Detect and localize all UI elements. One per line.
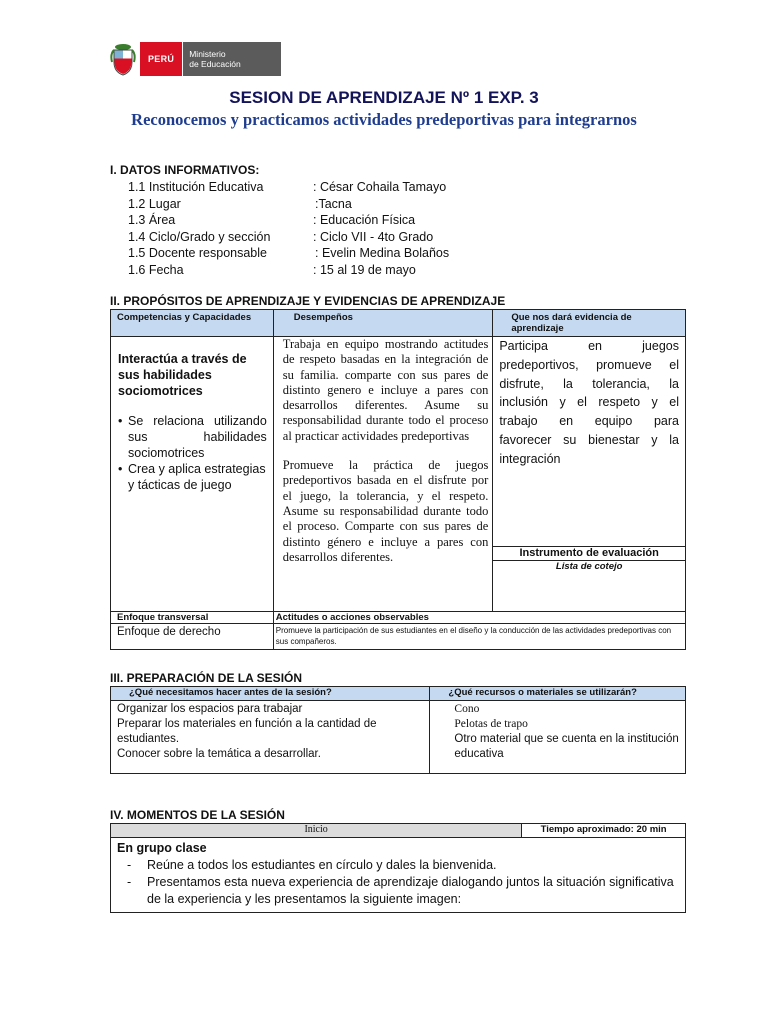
recurso-item: Otro material que se cuenta en la institución educativa [454,733,679,760]
col-header-antes: ¿Qué necesitamos hacer antes de la sesión? [111,687,430,701]
evidencia-cell: Participa en juegos predeportivos, promueve el disfrute, la tolerancia, la inclusión y el respeto y el trabajo en equipo para favorecer su bienestar y la integración [493,337,686,547]
moments-table [110,823,686,913]
tiempo-label: Tiempo aproximado: 20 min [522,824,686,838]
info-list [128,180,528,279]
section-2-heading: II. PROPÓSITOS DE APRENDIZAJE Y EVIDENCIAS DE APRENDIZAJE [110,294,506,308]
enfoque-value: Enfoque de derecho [111,624,274,650]
actitud-value: Promueve la participación de sus estudiantes en el diseño y la conducción de las actividades predeportivas con sus compañeros. [273,624,685,650]
actitudes-header: Actitudes o acciones observables [273,612,685,624]
col-header-evidencia: Que nos dará evidencia de aprendizaje [493,310,686,337]
inicio-content [111,838,686,913]
section-4-heading: IV. MOMENTOS DE LA SESIÓN [110,808,285,822]
antes-item: Conocer sobre la temática a desarrollar. [117,748,321,760]
country-badge: PERÚ [140,42,182,76]
inicio-header: Inicio [111,824,522,838]
inicio-item: - Reúne a todos los estudiantes en círculo y dales la bienvenida. [117,857,679,874]
desempenos-cell [273,337,493,612]
info-row: 1.3 Área : Educación Física [128,213,416,227]
inicio-item: - Presentamos esta nueva experiencia de aprendizaje dialogando juntos la situación significativa de la experiencia y les presentamos la siguiente imagen: [117,874,679,908]
competencia-cell [111,337,274,612]
antes-cell [111,701,430,774]
recurso-item: Pelotas de trapo [454,718,528,730]
preparation-table [110,686,686,774]
desempeno-2: Promueve la práctica de juegos predeportivos basada en el disfrute por el juego, la tolerancia, y el respeto. Asume su responsabilidad durante todo el proceso. Comparte con sus pares de distinto género e incluye a pares con desarrollos diferentes. [282,458,489,564]
section-1-heading: I. DATOS INFORMATIVOS: [110,163,260,177]
info-row: 1.6 Fecha : 15 al 19 de mayo [128,262,416,277]
purposes-table [110,309,686,650]
col-header-competencias: Competencias y Capacidades [111,310,274,337]
antes-item: Organizar los espacios para trabajar [117,703,303,715]
recursos-cell [430,701,686,774]
coat-of-arms-icon [110,42,136,76]
info-row: 1.1 Institución Educativa : César Cohaila Tamayo [128,180,447,194]
section-3-heading: III. PREPARACIÓN DE LA SESIÓN [110,671,303,685]
antes-item: Preparar los materiales en función a la cantidad de estudiantes. [117,718,377,745]
col-header-recursos: ¿Qué recursos o materiales se utilizarán? [430,687,686,701]
competencia: Interactúa a través de sus habilidades sociomotrices [118,352,247,398]
page-title: SESION DE APRENDIZAJE Nº 1 EXP. 3 [229,88,539,107]
ministry-logo [110,42,281,76]
recurso-item: Cono [454,703,480,715]
enfoque-header: Enfoque transversal [111,612,274,624]
info-row: 1.5 Docente responsable : Evelin Medina Bolaños [128,246,450,260]
page-subtitle: Reconocemos y practicamos actividades predeportivas para integrarnos [131,110,637,129]
desempeno-1: Trabaja en equipo mostrando actitudes de respeto basadas en la integración de su familia. comparte con sus pares de distinto genero e incluye a pares con desarrollos diferentes. Asume su responsabilidad durante todo el proceso al practicar actividades predeportivas [282,337,489,443]
info-row: 1.2 Lugar :Tacna [128,196,352,211]
info-row: 1.4 Ciclo/Grado y sección : Ciclo VII - 4to Grado [128,229,434,244]
capacidad-item: • Crea y aplica estrategias y tácticas de juego [118,461,267,493]
grupo-label: En grupo clase [117,841,207,855]
capacidad-item: • Se relaciona utilizando sus habilidades sociomotrices [118,413,267,461]
ministry-name: Ministerio de Educación [182,42,281,76]
col-header-desempenos: Desempeños [273,310,493,337]
instrumento-header: Instrumento de evaluación [493,547,686,561]
instrumento-value: Lista de cotejo [493,561,686,612]
